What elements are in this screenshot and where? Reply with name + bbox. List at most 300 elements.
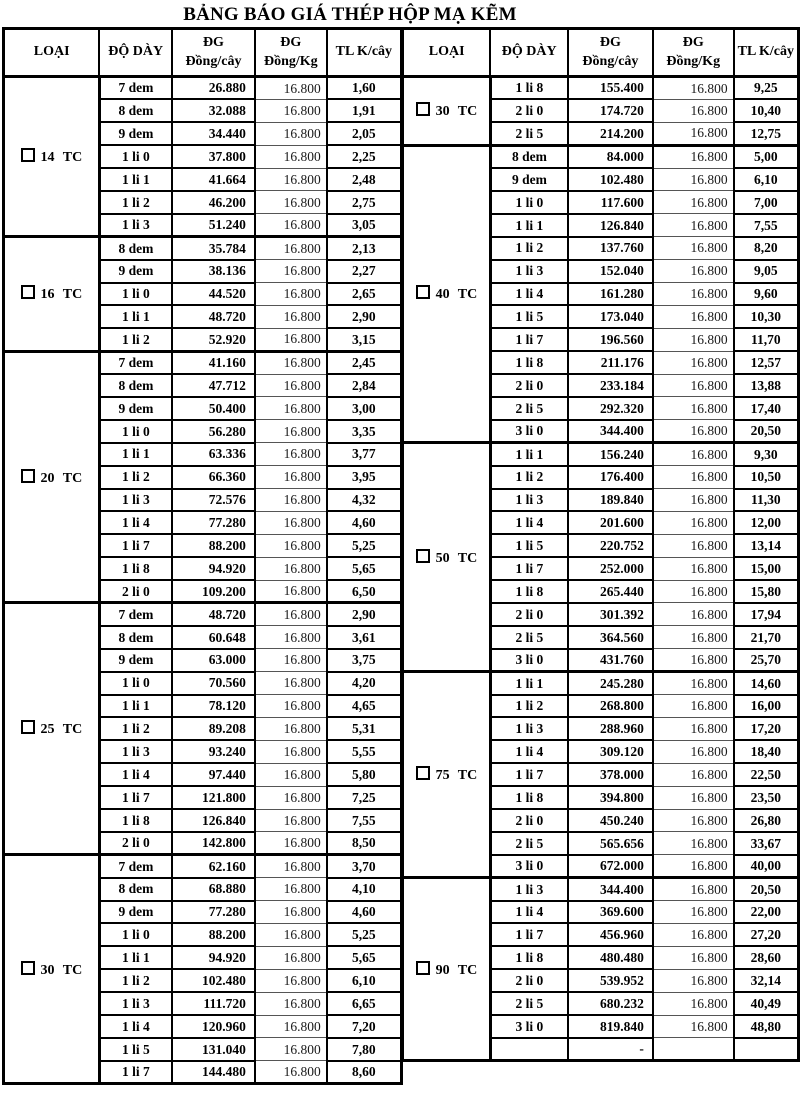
weight-cell: 13,14 <box>734 534 799 557</box>
price-kg-cell: 16.800 <box>653 923 734 946</box>
thickness-cell: 3 li 0 <box>490 649 568 672</box>
type-label: 16 TC <box>40 287 83 303</box>
header-price-abbr: ĐG <box>202 34 224 50</box>
thickness-cell: 8 dem <box>490 145 568 168</box>
square-icon <box>21 285 35 299</box>
price-kg-cell: 16.800 <box>653 420 734 443</box>
square-icon <box>416 766 430 780</box>
square-icon <box>21 720 35 734</box>
price-piece-cell: 102.480 <box>568 168 653 191</box>
price-piece-cell: 88.200 <box>172 534 255 557</box>
thickness-cell: 1 li 8 <box>490 77 568 100</box>
thickness-cell: 2 li 5 <box>490 626 568 649</box>
weight-cell: 17,40 <box>734 397 799 420</box>
price-kg-cell: 16.800 <box>255 397 327 420</box>
header-row <box>403 29 799 77</box>
price-piece-cell: 144.480 <box>172 1061 255 1084</box>
price-kg-cell: 16.800 <box>255 855 327 878</box>
weight-cell: 26,80 <box>734 809 799 832</box>
thickness-cell: 8 dem <box>99 374 172 397</box>
weight-cell: 33,67 <box>734 832 799 855</box>
table-row <box>403 443 799 466</box>
header-price-piece <box>172 29 255 77</box>
price-kg-cell: 16.800 <box>255 1061 327 1084</box>
price-kg-cell: 16.800 <box>255 809 327 832</box>
thickness-cell: 1 li 0 <box>99 672 172 695</box>
weight-cell: 8,60 <box>327 1061 402 1084</box>
thickness-cell: 1 li 1 <box>99 443 172 466</box>
weight-cell: 8,20 <box>734 237 799 260</box>
thickness-cell: 2 li 0 <box>99 580 172 603</box>
table-row <box>403 672 799 695</box>
thickness-cell: 1 li 0 <box>99 923 172 946</box>
price-piece-cell: 196.560 <box>568 328 653 351</box>
weight-cell: 7,55 <box>327 809 402 832</box>
square-icon <box>416 961 430 975</box>
price-piece-cell: 48.720 <box>172 603 255 626</box>
weight-cell: 1,60 <box>327 77 402 100</box>
type-cell <box>4 237 100 351</box>
price-kg-cell: 16.800 <box>255 740 327 763</box>
price-kg-cell: 16.800 <box>255 145 327 168</box>
weight-cell: 11,70 <box>734 328 799 351</box>
price-kg-cell: 16.800 <box>255 237 327 260</box>
weight-cell: 5,65 <box>327 557 402 580</box>
header-price-kg-unit: Đồng/Kg <box>666 53 721 69</box>
price-kg-cell: 16.800 <box>255 489 327 512</box>
price-kg-cell: 16.800 <box>255 1038 327 1061</box>
weight-cell: 15,00 <box>734 557 799 580</box>
thickness-cell: 8 dem <box>99 237 172 260</box>
price-kg-cell: 16.800 <box>653 740 734 763</box>
header-type: LOẠI <box>4 29 100 77</box>
thickness-cell: 1 li 4 <box>99 1015 172 1038</box>
price-kg-cell: 16.800 <box>255 443 327 466</box>
price-kg-cell: 16.800 <box>653 99 734 122</box>
price-piece-cell: 680.232 <box>568 992 653 1015</box>
thickness-cell: 1 li 2 <box>99 191 172 214</box>
square-icon <box>416 285 430 299</box>
price-kg-cell: 16.800 <box>653 466 734 489</box>
price-piece-cell: 70.560 <box>172 672 255 695</box>
price-kg-cell: 16.800 <box>255 649 327 672</box>
price-kg-cell: 16.800 <box>653 786 734 809</box>
weight-cell: 8,50 <box>327 832 402 855</box>
price-piece-cell: 214.200 <box>568 122 653 145</box>
price-piece-cell: 480.480 <box>568 946 653 969</box>
thickness-cell: 1 li 2 <box>99 466 172 489</box>
header-price-kg-unit: Đồng/Kg <box>263 53 318 69</box>
price-kg-cell: 16.800 <box>255 626 327 649</box>
header-row <box>4 29 402 77</box>
thickness-cell: 1 li 1 <box>99 305 172 328</box>
thickness-cell: 7 dem <box>99 351 172 374</box>
table-row <box>4 77 402 100</box>
price-kg-cell: 16.800 <box>255 878 327 901</box>
thickness-cell: 1 li 0 <box>99 145 172 168</box>
table-row <box>403 145 799 168</box>
header-weight: TL K/cây <box>734 29 799 77</box>
price-piece-cell: 78.120 <box>172 695 255 718</box>
price-piece-cell: 35.784 <box>172 237 255 260</box>
thickness-cell: 1 li 2 <box>490 466 568 489</box>
price-piece-cell: 819.840 <box>568 1015 653 1038</box>
price-piece-cell: 94.920 <box>172 946 255 969</box>
thickness-cell: 1 li 7 <box>490 557 568 580</box>
thickness-cell: 1 li 1 <box>490 443 568 466</box>
price-kg-cell: 16.800 <box>255 374 327 397</box>
price-piece-cell: 32.088 <box>172 99 255 122</box>
header-price-kg <box>255 29 327 77</box>
type-label: 14 TC <box>40 150 83 166</box>
price-piece-cell: 84.000 <box>568 145 653 168</box>
thickness-cell: 1 li 7 <box>490 923 568 946</box>
weight-cell: 3,61 <box>327 626 402 649</box>
price-piece-cell: 34.440 <box>172 122 255 145</box>
price-tables-container <box>0 27 800 1085</box>
thickness-cell: 1 li 3 <box>490 489 568 512</box>
type-cell <box>403 672 491 878</box>
weight-cell: 40,00 <box>734 855 799 878</box>
weight-cell: 17,20 <box>734 717 799 740</box>
price-table-right <box>401 27 800 1062</box>
price-kg-cell: 16.800 <box>653 122 734 145</box>
thickness-cell: 7 dem <box>99 77 172 100</box>
type-cell <box>4 351 100 603</box>
price-kg-cell: 16.800 <box>653 878 734 901</box>
table-row <box>4 351 402 374</box>
weight-cell: 3,15 <box>327 328 402 351</box>
price-kg-cell: 16.800 <box>255 351 327 374</box>
thickness-cell: 1 li 3 <box>99 489 172 512</box>
price-kg-cell: 16.800 <box>255 672 327 695</box>
weight-cell: 20,50 <box>734 878 799 901</box>
type-label: 20 TC <box>40 470 83 486</box>
page <box>0 4 800 1095</box>
price-piece-cell: 88.200 <box>172 923 255 946</box>
price-piece-cell: 137.760 <box>568 237 653 260</box>
thickness-cell: 9 dem <box>99 260 172 283</box>
weight-cell: 7,55 <box>734 214 799 237</box>
price-kg-cell <box>653 1038 734 1061</box>
price-piece-cell: 369.600 <box>568 901 653 924</box>
price-kg-cell: 16.800 <box>255 1015 327 1038</box>
price-piece-cell: 48.720 <box>172 305 255 328</box>
price-kg-cell: 16.800 <box>255 717 327 740</box>
weight-cell: 2,84 <box>327 374 402 397</box>
weight-cell: 2,48 <box>327 168 402 191</box>
price-piece-cell: 174.720 <box>568 99 653 122</box>
type-cell <box>403 878 491 1061</box>
price-piece-cell: 161.280 <box>568 283 653 306</box>
weight-cell: 3,77 <box>327 443 402 466</box>
price-kg-cell: 16.800 <box>255 946 327 969</box>
price-piece-cell: 77.280 <box>172 901 255 924</box>
type-label: 50 TC <box>435 550 478 566</box>
table-row <box>4 603 402 626</box>
type-label: 30 TC <box>40 962 83 978</box>
thickness-cell: 1 li 8 <box>99 809 172 832</box>
header-thickness: ĐỘ DÀY <box>490 29 568 77</box>
price-piece-cell: 50.400 <box>172 397 255 420</box>
thickness-cell: 1 li 8 <box>99 557 172 580</box>
weight-cell: 5,80 <box>327 763 402 786</box>
price-piece-cell: 111.720 <box>172 992 255 1015</box>
price-piece-cell: 450.240 <box>568 809 653 832</box>
weight-cell: 5,25 <box>327 923 402 946</box>
price-kg-cell: 16.800 <box>653 901 734 924</box>
square-icon <box>21 148 35 162</box>
weight-cell: 9,30 <box>734 443 799 466</box>
weight-cell: 12,00 <box>734 511 799 534</box>
price-kg-cell: 16.800 <box>255 305 327 328</box>
table-header <box>403 29 799 77</box>
price-kg-cell: 16.800 <box>653 305 734 328</box>
weight-cell: 40,49 <box>734 992 799 1015</box>
weight-cell: 10,30 <box>734 305 799 328</box>
price-kg-cell: 16.800 <box>653 580 734 603</box>
price-piece-cell: 301.392 <box>568 603 653 626</box>
thickness-cell: 7 dem <box>99 855 172 878</box>
price-kg-cell: 16.800 <box>653 145 734 168</box>
price-kg-cell: 16.800 <box>653 603 734 626</box>
weight-cell: 2,05 <box>327 122 402 145</box>
thickness-cell: 1 li 1 <box>99 946 172 969</box>
price-kg-cell: 16.800 <box>653 328 734 351</box>
weight-cell: 2,27 <box>327 260 402 283</box>
thickness-cell: 1 li 4 <box>99 511 172 534</box>
thickness-cell: 1 li 3 <box>490 878 568 901</box>
price-piece-cell: 155.400 <box>568 77 653 100</box>
weight-cell: 4,60 <box>327 511 402 534</box>
price-kg-cell: 16.800 <box>653 649 734 672</box>
weight-cell: 5,55 <box>327 740 402 763</box>
price-kg-cell: 16.800 <box>255 511 327 534</box>
square-icon <box>416 102 430 116</box>
weight-cell: 4,20 <box>327 672 402 695</box>
weight-cell: 48,80 <box>734 1015 799 1038</box>
price-kg-cell: 16.800 <box>255 923 327 946</box>
price-piece-cell: 292.320 <box>568 397 653 420</box>
price-piece-cell: 97.440 <box>172 763 255 786</box>
type-cell <box>403 145 491 443</box>
thickness-cell: 1 li 7 <box>99 786 172 809</box>
thickness-cell: 2 li 0 <box>490 969 568 992</box>
price-kg-cell: 16.800 <box>255 763 327 786</box>
price-piece-cell: 26.880 <box>172 77 255 100</box>
table-body <box>403 77 799 1061</box>
table-row <box>4 855 402 878</box>
weight-cell: 21,70 <box>734 626 799 649</box>
header-price-abbr: ĐG <box>682 34 704 50</box>
weight-cell: 6,65 <box>327 992 402 1015</box>
weight-cell: 22,00 <box>734 901 799 924</box>
thickness-cell: 1 li 7 <box>99 1061 172 1084</box>
price-kg-cell: 16.800 <box>653 946 734 969</box>
thickness-cell: 1 li 3 <box>99 740 172 763</box>
thickness-cell: 9 dem <box>99 901 172 924</box>
price-piece-cell: 94.920 <box>172 557 255 580</box>
header-price-piece-unit: Đồng/cây <box>185 53 242 69</box>
weight-cell: 4,32 <box>327 489 402 512</box>
thickness-cell: 1 li 0 <box>99 420 172 443</box>
weight-cell: 3,95 <box>327 466 402 489</box>
weight-cell: 32,14 <box>734 969 799 992</box>
price-kg-cell: 16.800 <box>653 717 734 740</box>
thickness-cell: 3 li 0 <box>490 1015 568 1038</box>
weight-cell: 3,00 <box>327 397 402 420</box>
thickness-cell: 2 li 5 <box>490 397 568 420</box>
price-kg-cell: 16.800 <box>653 832 734 855</box>
thickness-cell: 2 li 5 <box>490 122 568 145</box>
weight-cell: 12,75 <box>734 122 799 145</box>
type-cell <box>403 77 491 146</box>
price-kg-cell: 16.800 <box>653 672 734 695</box>
thickness-cell: 1 li 8 <box>490 946 568 969</box>
price-kg-cell: 16.800 <box>653 77 734 100</box>
price-kg-cell: 16.800 <box>255 786 327 809</box>
header-type: LOẠI <box>403 29 491 77</box>
thickness-cell: 1 li 2 <box>490 237 568 260</box>
price-piece-cell: 288.960 <box>568 717 653 740</box>
weight-cell: 22,50 <box>734 763 799 786</box>
header-price-piece <box>568 29 653 77</box>
weight-cell: 3,05 <box>327 214 402 237</box>
type-label: 90 TC <box>435 962 478 978</box>
price-kg-cell: 16.800 <box>653 534 734 557</box>
square-icon <box>21 961 35 975</box>
price-kg-cell: 16.800 <box>653 168 734 191</box>
thickness-cell: 1 li 1 <box>490 214 568 237</box>
thickness-cell: 2 li 5 <box>490 832 568 855</box>
price-piece-cell: 52.920 <box>172 328 255 351</box>
thickness-cell: 1 li 4 <box>490 283 568 306</box>
price-piece-cell: 142.800 <box>172 832 255 855</box>
price-kg-cell: 16.800 <box>255 557 327 580</box>
weight-cell: 2,75 <box>327 191 402 214</box>
price-piece-cell: 38.136 <box>172 260 255 283</box>
price-piece-cell: 47.712 <box>172 374 255 397</box>
type-cell <box>4 603 100 855</box>
price-piece-cell: 41.160 <box>172 351 255 374</box>
type-cell <box>4 77 100 237</box>
weight-cell: 13,88 <box>734 374 799 397</box>
price-kg-cell: 16.800 <box>255 580 327 603</box>
weight-cell: 1,91 <box>327 99 402 122</box>
price-kg-cell: 16.800 <box>255 695 327 718</box>
thickness-cell: 2 li 0 <box>490 99 568 122</box>
weight-cell: 9,60 <box>734 283 799 306</box>
weight-cell: 11,30 <box>734 489 799 512</box>
price-piece-cell: 51.240 <box>172 214 255 237</box>
thickness-cell: 1 li 0 <box>99 283 172 306</box>
price-piece-cell: 565.656 <box>568 832 653 855</box>
weight-cell: 7,20 <box>327 1015 402 1038</box>
header-price-kg <box>653 29 734 77</box>
weight-cell: 7,80 <box>327 1038 402 1061</box>
price-piece-cell: 156.240 <box>568 443 653 466</box>
price-kg-cell: 16.800 <box>255 122 327 145</box>
price-kg-cell: 16.800 <box>653 489 734 512</box>
price-piece-cell: 56.280 <box>172 420 255 443</box>
weight-cell: 4,10 <box>327 878 402 901</box>
weight-cell: 17,94 <box>734 603 799 626</box>
price-piece-cell: 152.040 <box>568 260 653 283</box>
weight-cell: 7,00 <box>734 191 799 214</box>
square-icon <box>416 549 430 563</box>
price-piece-cell: 41.664 <box>172 168 255 191</box>
weight-cell: 27,20 <box>734 923 799 946</box>
price-piece-cell: 233.184 <box>568 374 653 397</box>
header-weight: TL K/cây <box>327 29 402 77</box>
weight-cell: 6,10 <box>327 969 402 992</box>
thickness-cell: 1 li 7 <box>490 763 568 786</box>
header-thickness: ĐỘ DÀY <box>99 29 172 77</box>
weight-cell: 2,90 <box>327 305 402 328</box>
price-piece-cell: 109.200 <box>172 580 255 603</box>
price-kg-cell: 16.800 <box>653 214 734 237</box>
thickness-cell: 1 li 3 <box>99 214 172 237</box>
price-piece-cell: 431.760 <box>568 649 653 672</box>
table-row <box>4 237 402 260</box>
price-piece-cell: 344.400 <box>568 878 653 901</box>
price-table-left <box>2 27 403 1085</box>
thickness-cell: 1 li 7 <box>490 328 568 351</box>
price-piece-cell: 252.000 <box>568 557 653 580</box>
price-kg-cell: 16.800 <box>255 992 327 1015</box>
weight-cell: 3,75 <box>327 649 402 672</box>
thickness-cell: 3 li 0 <box>490 420 568 443</box>
price-kg-cell: 16.800 <box>255 534 327 557</box>
type-label: 25 TC <box>40 722 83 738</box>
thickness-cell: 1 li 4 <box>490 901 568 924</box>
weight-cell: 9,05 <box>734 260 799 283</box>
weight-cell: 6,10 <box>734 168 799 191</box>
thickness-cell: 9 dem <box>99 122 172 145</box>
weight-cell: 5,00 <box>734 145 799 168</box>
price-piece-cell: 68.880 <box>172 878 255 901</box>
thickness-cell: 1 li 1 <box>490 672 568 695</box>
price-kg-cell: 16.800 <box>653 992 734 1015</box>
price-kg-cell: 16.800 <box>255 969 327 992</box>
thickness-cell: 1 li 1 <box>99 695 172 718</box>
weight-cell: 16,00 <box>734 695 799 718</box>
price-kg-cell: 16.800 <box>255 832 327 855</box>
thickness-cell: 9 dem <box>490 168 568 191</box>
weight-cell: 10,50 <box>734 466 799 489</box>
weight-cell: 18,40 <box>734 740 799 763</box>
price-piece-cell: 63.000 <box>172 649 255 672</box>
weight-cell: 2,45 <box>327 351 402 374</box>
thickness-cell: 2 li 5 <box>490 992 568 1015</box>
price-piece-cell: 245.280 <box>568 672 653 695</box>
price-kg-cell: 16.800 <box>255 328 327 351</box>
price-piece-cell: 220.752 <box>568 534 653 557</box>
thickness-cell: 1 li 8 <box>490 351 568 374</box>
weight-cell: 7,25 <box>327 786 402 809</box>
weight-cell: 9,25 <box>734 77 799 100</box>
thickness-cell: 1 li 2 <box>99 969 172 992</box>
price-kg-cell: 16.800 <box>255 214 327 237</box>
thickness-cell: 1 li 5 <box>490 305 568 328</box>
thickness-cell: 8 dem <box>99 878 172 901</box>
type-label: 30 TC <box>435 104 478 120</box>
thickness-cell: 1 li 7 <box>99 534 172 557</box>
price-kg-cell: 16.800 <box>653 374 734 397</box>
thickness-cell: 2 li 0 <box>490 603 568 626</box>
thickness-cell: 1 li 4 <box>490 740 568 763</box>
price-piece-cell: 672.000 <box>568 855 653 878</box>
